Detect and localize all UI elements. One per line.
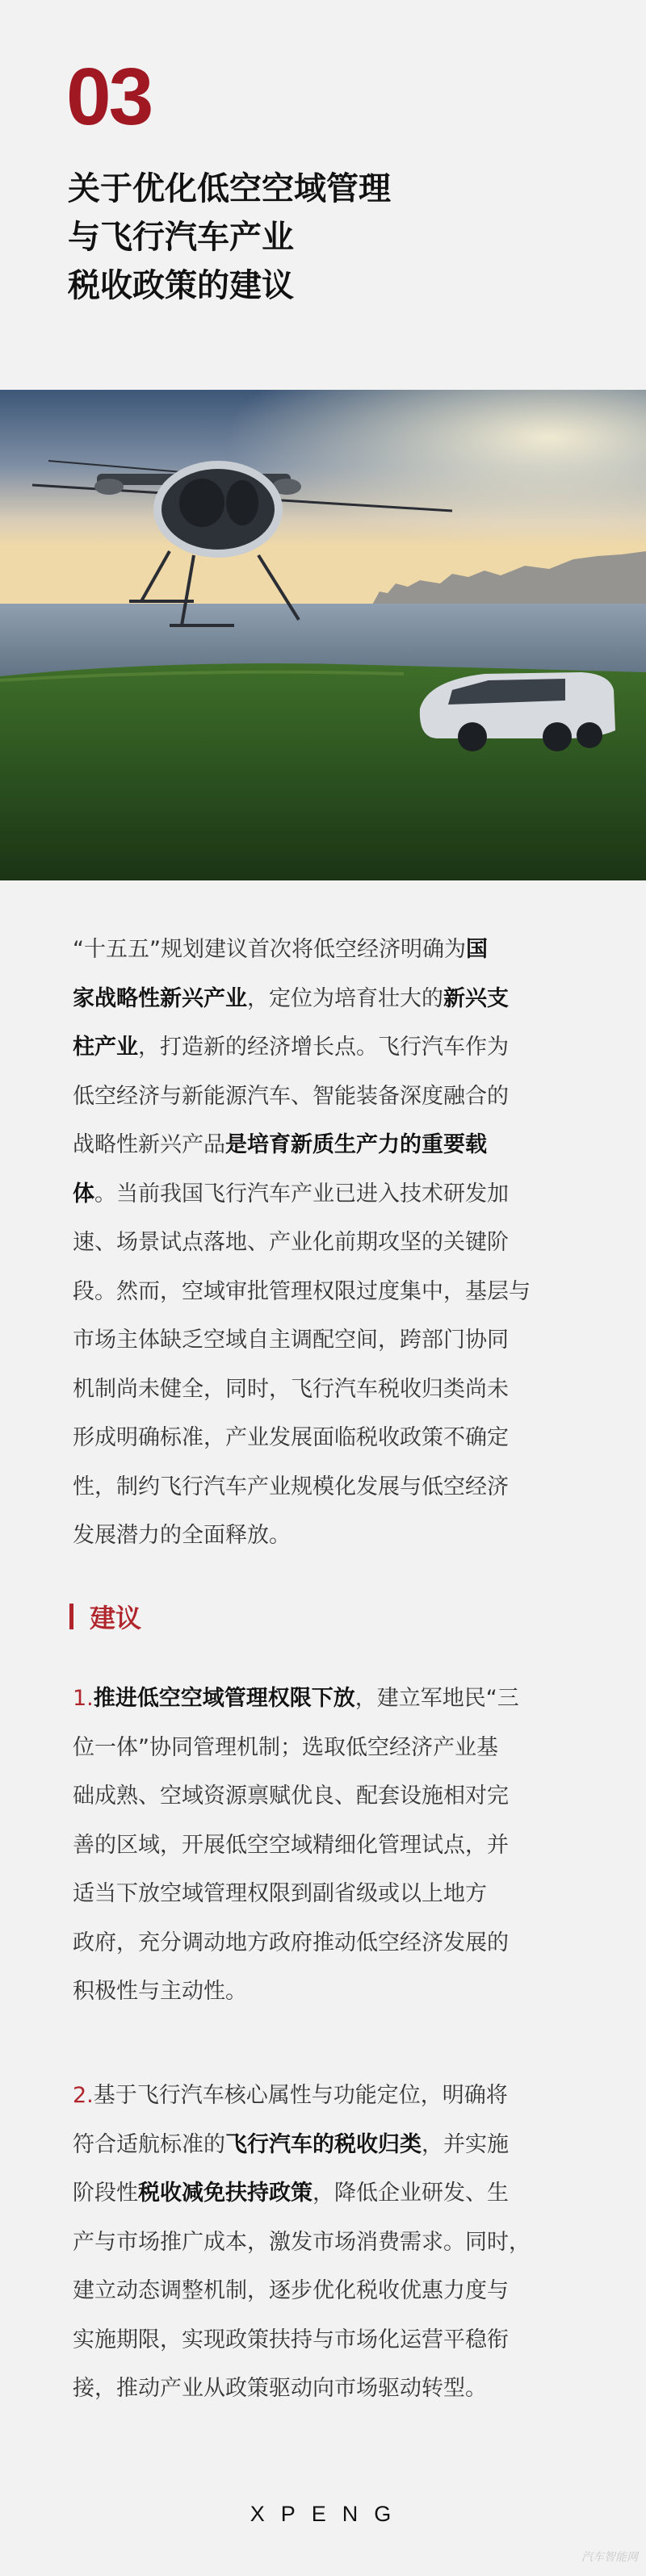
text-run: 速、场景试点落地、产业化前期攻坚的关键阶	[73, 1230, 509, 1255]
bold-text: 推进低空空域管理权限下放	[93, 1686, 355, 1711]
paragraph-line	[73, 2365, 596, 2414]
paragraph-line	[73, 1968, 596, 2017]
text-run: 符合适航标准的	[73, 2131, 225, 2157]
paragraph-line	[73, 2072, 596, 2121]
title-line: 税收政策的建议	[68, 267, 294, 304]
text-run: 阶段性	[73, 2181, 138, 2206]
paragraph-line	[73, 2121, 596, 2170]
text-run: 性，制约飞行汽车产业规模化发展与低空经济	[73, 1474, 509, 1499]
paragraph-line	[73, 1023, 596, 1073]
paragraph-line	[73, 1870, 596, 1919]
bold-text: 国	[465, 937, 488, 962]
bold-text: 柱产业	[73, 1035, 138, 1060]
text-run: 适当下放空域管理权限到副省级或以上地方	[73, 1881, 487, 1906]
text-run: 发展潜力的全面释放。	[73, 1523, 291, 1548]
text-run: 建立动态调整机制，逐步优化税收优惠力度与	[73, 2278, 509, 2303]
text-run: 机制尚未健全，同时，飞行汽车税收归类尚未	[73, 1376, 509, 1402]
text-run: 政府，充分调动地方政府推动低空经济发展的	[73, 1930, 509, 1955]
paragraph-line	[73, 1675, 596, 1724]
text-run: 积极性与主动性。	[73, 1979, 247, 2004]
text-run: 段。然而，空域审批管理权限过度集中，基层与	[73, 1278, 531, 1304]
bold-text: 新兴支	[443, 985, 509, 1011]
paragraph-line	[73, 1772, 596, 1821]
bold-text: 飞行汽车的税收归类	[225, 2131, 422, 2157]
text-run: ，打造新的经济增长点。飞行汽车作为	[138, 1035, 509, 1060]
recommendations-heading	[69, 1602, 141, 1631]
paragraph-line	[73, 2267, 596, 2316]
watermark: 汽车智能网	[581, 2550, 638, 2563]
text-run: 战略性新兴产品	[73, 1132, 225, 1157]
paragraph-line	[73, 975, 596, 1024]
text-run: 善的区域，开展低空空域精细化管理试点，并	[73, 1832, 509, 1858]
paragraph-line	[73, 2218, 596, 2268]
text-run: 接，推动产业从政策驱动向市场驱动转型。	[73, 2376, 487, 2401]
intro-paragraph	[73, 926, 596, 1561]
paragraph-line	[73, 2169, 596, 2218]
paragraph-line	[73, 1821, 596, 1871]
item-number: 1.	[73, 1686, 94, 1711]
text-run: “十五五”规划建议首次将低空经济明确为	[73, 937, 466, 962]
paragraph-line	[73, 1121, 596, 1170]
paragraph-line	[73, 1170, 596, 1219]
paragraph-line	[73, 1365, 596, 1415]
xpeng-logo: XPENG	[250, 2502, 408, 2526]
bold-text: 是培育新质生产力的重要载	[225, 1132, 487, 1157]
paragraph-line	[73, 926, 596, 975]
recommendations-heading-text: 建议	[90, 1603, 142, 1633]
text-run: 。当前我国飞行汽车产业已进入技术研发加	[94, 1181, 509, 1206]
paragraph-line	[73, 1919, 596, 1968]
text-run: 低空经济与新能源汽车、智能装备深度融合的	[73, 1083, 509, 1109]
bold-text: 体	[73, 1181, 94, 1206]
text-run: ，并实施	[422, 2131, 509, 2157]
text-run: 位一体”协同管理机制；选取低空经济产业基	[73, 1734, 498, 1760]
bold-text: 家战略性新兴产业	[73, 985, 247, 1011]
text-run: ，建立军地民“三	[354, 1686, 519, 1711]
paragraph-line	[73, 2316, 596, 2365]
text-run: ，降低企业研发、生	[313, 2181, 509, 2206]
text-run: 础成熟、空域资源禀赋优良、配套设施相对完	[73, 1784, 509, 1809]
recommendation-item	[73, 2072, 596, 2414]
paragraph-line	[73, 1316, 596, 1365]
paragraph-line	[73, 1512, 596, 1561]
paragraph-line	[73, 1724, 596, 1773]
text-run: 基于飞行汽车核心属性与功能定位，明确将	[93, 2083, 508, 2108]
text-run: 市场主体缺乏空域自主调配空间，跨部门协同	[73, 1328, 509, 1353]
item-number: 2.	[73, 2083, 94, 2108]
text-run: ，定位为培育壮大的	[247, 985, 443, 1011]
text-run: 产与市场推广成本，激发市场消费需求。同时，	[73, 2229, 531, 2255]
bold-text: 税收减免扶持政策	[138, 2181, 313, 2206]
paragraph-line	[73, 1268, 596, 1317]
hero-image	[0, 390, 646, 880]
paragraph-line	[73, 1463, 596, 1512]
paragraph-line	[73, 1219, 596, 1268]
text-run: 实施期限，实现政策扶持与市场化运营平稳衔	[73, 2327, 509, 2352]
recommendation-item	[73, 1675, 596, 2017]
title-line: 关于优化低空空域管理	[68, 170, 391, 207]
paragraph-line	[73, 1414, 596, 1463]
section-number: 03	[66, 52, 152, 142]
page-title	[68, 165, 552, 310]
paragraph-line	[73, 1073, 596, 1122]
title-line: 与飞行汽车产业	[68, 219, 294, 256]
heading-accent-bar	[69, 1604, 73, 1629]
text-run: 形成明确标准，产业发展面临税收政策不确定	[73, 1425, 509, 1450]
